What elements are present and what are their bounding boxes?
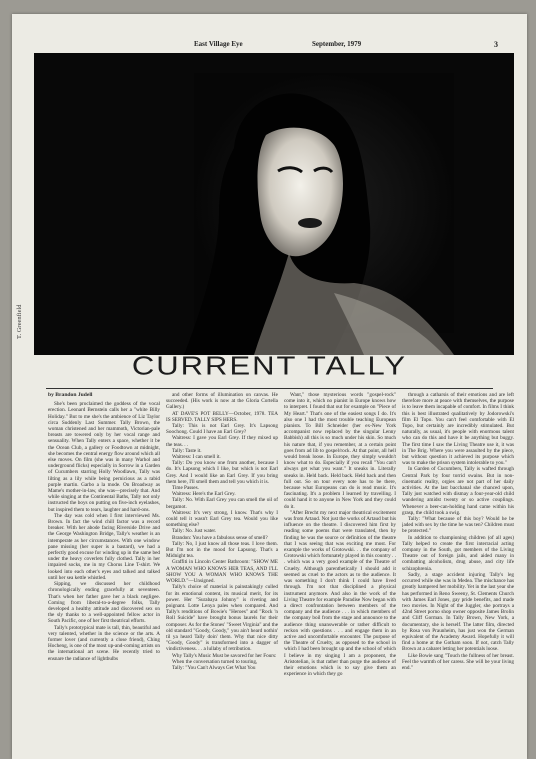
- article-paragraph: Graffiti in Lincoln Center Bathroom: "SHOW ME A WOMAN WHO KNOWS HER TEAS, AND I'LL SHOW YOU A WOMAN WHO KNOWS THE WORLD."—Unsigned.: [166, 559, 278, 585]
- article-paragraph: The day was cold when I first interviewed Ms. Brown. In fact the wind chill factor was a record breaker. With her abode facing Riverside Drive and the George Washington Bridge, Tally's weather is an intemperate as her circumstances. With one window pane missing (her super is a bastard), we had a perfectly good excuse for winding up in the same bed under the heavy coverlets fully clothed. Tally in her impaired socks, me in my Chorus Line T-shirt. We looked into each other's eyes and talked and talked until her sea kettle whistled.: [48, 512, 160, 581]
- article-column-1: [48, 392, 160, 744]
- article-paragraph: Tally: Taste it.: [172, 447, 202, 454]
- page-number: 3: [494, 40, 498, 49]
- article-paragraph: When the conversation turned to touring,: [172, 658, 258, 665]
- portrait-illustration: [34, 53, 514, 355]
- article-paragraph: Waitress: I can smell it.: [172, 454, 221, 461]
- article-paragraph: Tally: No, I just know all those teas. I love them. But I'm not in the mood for Lapsong. That's a Midnight tea.: [166, 540, 278, 560]
- article-paragraph: Want," those mysterious words "gospel-rock" come into it, which no pianist in Europe knows how to interpret. I found that out for example on "Piece of My Heart." That's one of the easiest songs I do. It's also one I had the most trouble teaching European pianists. To Bill Schneider (her ex-New York accompanist now replaced by the singular Lenny Babbish) all this is so much under his skin. So much his nature that, if you remember, at a certain point goes from ad lib to gospel/rock. At that point, all hell would break loose. In Europe, they simply wouldn't know what to do. Especially if you recall "You can't always get what you want." It sneaks in. Literally sneaks in. Held back. Held back. Held back and then full out. So on tour every note has to be there, because what Europeans can do is read music. It's fascinating. It's a problem I learned by travelling. I could hand it to anyone in New York and they could do it.: [284, 392, 396, 510]
- article-column-3: [284, 392, 396, 744]
- issue-date: September, 1979: [312, 40, 362, 48]
- article-paragraph: She's been proclaimed the goddess of the vocal erection. Leonard Bernstein calls her a "white Billy Holiday." But to me she's the ambience of Liz Taylor circa Suddenly Last Summer. Tally Brown, the woman christened and her mammoth, Victorian-pale breasts are towered only by her vocal range and sensuality. When Tally enters a space, whether it be the Ocean Club, a gallery or Foodtown at midnight, she becomes the central energy flow around which all else moves. On film (she was in many Warhol and underground flicks) especially in Sorrow in a Garden of Cucumbers starring Holly Woodlawn, Tally was lilting as a lily while being pernicious as a rabid purple martin. Garbo a la mode. On Broadway as Mame's mother-in-law, she was—precisely that. And while singing at the Continental Baths, Tally not only instructed the boys on putting on five-inch eyelashes, but inspired them to tears, laughter and hard-ons.: [48, 401, 160, 513]
- article-paragraph: Tally: Do you know one from another, because I do. It's Lapsong which I like, but which is not Earl Grey. And I would like an Earl Grey. If you bring them here, I'll smell them and tell you which it is.: [166, 460, 278, 485]
- publication-name: East Village Eye: [194, 40, 243, 48]
- article-paragraph: Tally: No. With Earl Grey you can smell the oil of bergamot.: [166, 497, 278, 510]
- headline-divider: [46, 388, 493, 389]
- article-paragraph: Sipping, we discussed her childhood chronologically ending gracefully at seventeen. That's when her father gave her a black negligee. Coming from liberal-to-a-degree folks, Tally developed a healthy attitude and discovered sex on the sly thanks to a well-appointed fellow actor in South Pacific, one of her first theatrical efforts.: [48, 581, 160, 625]
- article-paragraph: Waitress: Here's the Earl Grey.: [172, 491, 236, 498]
- page-header: [12, 40, 527, 54]
- article-paragraph: Waitress: I gave you Earl Grey. If they mixed up the teas. . .: [166, 435, 278, 448]
- article-column-4: [402, 392, 514, 744]
- article-paragraph: Brandon: You have a fabulous sense of smell?: [172, 534, 268, 541]
- article-paragraph: through a catharsis of their emotions and are left therefore more at peace with themselves, the purpose is to leave them incapable of comfort. In films I think this is best illustrated qualitatively by Jodorowski's film El Topo. You can't feel comfortable with El Topo, but certainly are incredibly stimulated. But naturally, as usual, it's people with enormous talent who can do this and have it be anything but buggy. The first time I saw the Living Theatre use it, it was in The Brig. Where you were assaulted by the piece, but without question it achieved its purpose which was to make the prison system intolerable to you.": [402, 392, 514, 467]
- article-byline: by Brandon Judell: [48, 392, 93, 398]
- article-column-2: [166, 392, 278, 744]
- article-paragraph: Why Tally's Music Must be savored for her Fours:: [172, 652, 277, 659]
- article-paragraph: Tally: No. Just water.: [172, 528, 217, 535]
- article-paragraph: Tally's prototypical mate is tall, thin, beautiful and very talented, whether in the science or the arts. A former lover (and currently a close friend), Ching Hocheng, is one of the most up-and-coming artists on the international art scene. He recently tried to ensnare the radiance of lightbulbs: [48, 624, 160, 662]
- portrait-photo: [34, 53, 514, 355]
- article-paragraph: Like Bowie sang "Touch the fullness of her breast. Feel the warmth of her caress. She will be your living end.": [402, 652, 514, 671]
- article-paragraph: Tally: This is not Earl Grey. It's Lapsong Soochong. Could I have an Earl Grey?: [166, 423, 278, 436]
- article-paragraph: Tally's choice of material is painstakingly culled for its emotional content, its musical merit, for its power. Her "Surabaya Johnny" is riveting and poignant. Lotte Lenya pales when compared. And Tally's renditions of Bowie's "Heroes" and "Rock 'n Roll Suicide" have brought bonus laurels for their composer. As for the Stones' "Sweet Virginia" and the old standard "Goody, Goody," you ain't heard nothin' til ya heard Tally doin' them. Why that nice ditty "Goody, Goody" is transformed into a dagger of vindictiveness. . . a lullaby of retribution.: [166, 584, 278, 653]
- article-paragraph: Waitress: It's very strong, I know. That's why I could tell it wasn't Earl Grey tea. Would you like something else?: [166, 509, 278, 529]
- article-headline: CURRENT TALLY: [131, 350, 408, 381]
- article-paragraph: AT DAVE'S POT BELLY—October, 1978. TEA IS SERVED. TALLY SIPS HERS.: [166, 410, 278, 423]
- photo-credit: T. Greenfield: [16, 304, 23, 339]
- article-paragraph: Tally: "What because of this boy? Would he be jaded with sex by the time he was ten? Children must be protected.": [402, 516, 514, 535]
- article-paragraph: "After Brecht my next major theatrical excitement was from Artaud. Not just the works of Artaud but his influence on the theatre. I discovered him first by reading some poems that were translated, then by finding he was the source or definition of the theatre that I was seeing that was exciting me most. For example the works of Grotowski. . . the company of Grotowski which fortunately played in this country . . . which was a very good example of the Theatre of Cruelty. Although parenthetically I should add it seemed as cruel to the actors as to the audience. It was something I don't think I could have lived through. I'm not that disciplined a physical instrument anymore. And also in the work of the Living Theatre for example Paradise Now began with a direct confrontation between members of the company and the audience . . . in which members of the company boil from the stage and announce to the audience thing unanswerable or rather difficult to reckon with questions . . . and engage them in an active and uncomfortable encounter. The purpose of the Theatre of Cruelty, as opposed to the school in which I had been brought up and the school of which I believe in my singing I am a proponent, the Aristotelian, is that rather than purge the audience of their emotions which is to say give them an experience in which they go: [284, 509, 396, 678]
- article-paragraph: Time Passes.: [172, 485, 199, 492]
- article-paragraph: In addition to championing children (of all ages) Tally helped to create the first interracial acting company in the South, got members of the Living Theatre out of foreign jails, and aided many in combatting alcoholism, drug abuse, and city life schizophrenia.: [402, 534, 514, 572]
- newspaper-page: [12, 14, 527, 759]
- article-paragraph: and other forms of illumination on canvas. He succeeded. (His work is now at the Gloria Cortella Gallery.): [166, 392, 278, 411]
- article-paragraph: In Garden of Cucumbers, Tally is wafted through Central Park by four torrid swains. But in non-cinematic reality, orgies are not part of her daily activities. At the last bacchanal she chanced upon, Tally just watched with dismay a four-year-old child wandering amidst twenty or so active couplings. Whenever a beer-can-holding hand came within his grasp, the child took a swig.: [402, 466, 514, 516]
- article-paragraph: Sadly, a stage accident injuring Tally's leg occurred while she was in Medea. The mischance has greatly hampered her mobility. Yet in the last year she has performed in Reno Sweeny, St. Clements Church with James Earl Jones, gay pride benefits, and made two movies. In Night of the Juggler, she portrays a 42nd Street porno shop owner opposite James Brolin and Cliff Gorman. In Tally Brown, New York, a documentary, she is herself. The latter film, directed by Rosa von Praunheim, has just won the German equivalent of the Academy Award. Hopefully it will find a home at the Gotham soon. If not, catch Tally Brown at a cabaret letting her potentials loose.: [402, 571, 514, 653]
- article-paragraph: Tally: "You Can't Always Get What You: [172, 664, 256, 671]
